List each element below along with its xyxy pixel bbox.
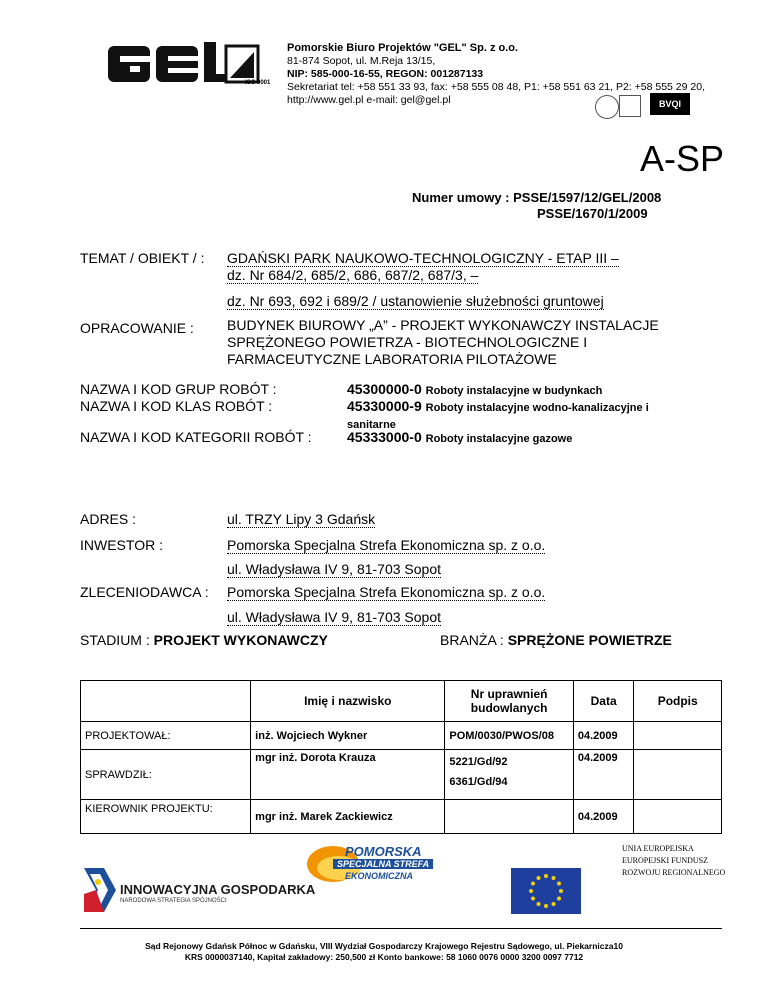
certificate-seal-icon [595,95,619,119]
group-row-grup [80,381,277,398]
zleceniodawca-line1: Pomorska Specjalna Strefa Ekonomiczna sp. z o.o. [227,584,546,600]
company-name: Pomorskie Biuro Projektów "GEL" Sp. z o.o. [287,42,519,54]
contract-line1: Numer umowy : PSSE/1597/12/GEL/2008 [412,190,662,205]
opracowanie-text [227,317,659,368]
eu-star-icon [537,902,541,906]
gel-logo [108,42,263,88]
name-cell: inż. Wojciech Wykner [251,722,445,750]
psse-line3: EKONOMICZNA [345,871,413,881]
opracowanie-label: OPRACOWANIE : [80,320,194,336]
temat-line2: dz. Nr 684/2, 685/2, 686, 687/2, 687/3, – [227,267,479,283]
company-contact: Sekretariat tel: +58 551 33 93, fax: +58 555 08 48, P1: +58 551 63 21, P2: +58 555 29 20, [287,81,705,93]
eu-fund-text [622,843,725,879]
table-header-cell: Data [573,681,634,722]
eu-star-icon [552,902,556,906]
group-desc: Roboty instalacyjne w budynkach [425,385,603,397]
role-cell: PROJEKTOWAŁ: [81,722,251,750]
inwestor-line1: Pomorska Specjalna Strefa Ekonomiczna sp. z o.o. [227,537,546,553]
opracowanie-line2: SPRĘŻONEGO POWIETRZA - BIOTECHNOLOGICZNE I [227,334,588,350]
group-code: 45300000-0 [347,381,422,397]
table-header-cell: Nr uprawnień budowlanych [445,681,573,722]
psse-line1: POMORSKA [345,844,422,859]
psse-logo [305,840,455,890]
company-address: 81-874 Sopot, ul. M.Reja 13/15, [287,55,436,67]
eu-star-icon [531,882,535,886]
innowacyjna-gospodarka-title: INNOWACYJNA GOSPODARKA [120,882,316,897]
company-web: http://www.gel.pl e-mail: gel@gel.pl [287,94,451,106]
zleceniodawca-label: ZLECENIODAWCA : [80,584,209,600]
adres-label: ADRES : [80,511,137,527]
signature-cell [634,800,722,834]
innowacyjna-gospodarka-subtitle: NARODOWA STRATEGIA SPÓJNOŚCI [120,898,227,904]
license-cell [445,750,573,800]
company-nip: NIP: 585-000-16-55, REGON: 001287133 [287,68,484,80]
table-row [81,750,722,800]
table-header-cell [81,681,251,722]
eu-line2: EUROPEJSKI FUNDUSZ [622,856,709,865]
signature-cell [634,750,722,800]
license-line: 5221/Gd/92 [449,756,508,768]
signature-table [80,680,722,834]
document-code: A-SP [640,138,725,179]
adres-value: ul. TRZY Lipy 3 Gdańsk [227,511,376,527]
eu-star-icon [544,874,548,878]
name-cell: mgr inż. Marek Zackiewicz [251,800,445,834]
inwestor-label: INWESTOR : [80,537,163,553]
group-label: NAZWA I KOD KLAS ROBÓT : [80,398,273,414]
certificate-mark-icon [619,95,641,117]
group-code: 45333000-0 [347,429,422,445]
group-label: NAZWA I KOD KATEGORII ROBÓT : [80,429,312,445]
eu-star-icon [531,897,535,901]
temat-line1: GDAŃSKI PARK NAUKOWO-TECHNOLOGICZNY - ETAP III – [227,250,619,266]
opracowanie-line1: BUDYNEK BIUROWY „A” - PROJEKT WYKONAWCZY INSTALACJE [227,317,659,333]
eu-star-icon [544,904,548,908]
branza [440,632,672,648]
stadium-value: PROJEKT WYKONAWCZY [153,632,328,648]
group-row-kategorii [80,429,312,446]
license-cell: POM/0030/PWOS/08 [445,722,573,750]
contract-line2: PSSE/1670/1/2009 [537,206,648,221]
contract-number [412,190,661,222]
iso-label: ISO 9001 [245,80,271,86]
table-header-cell: Imię i nazwisko [251,681,445,722]
eu-star-icon [557,897,561,901]
table-row [81,800,722,834]
inwestor-line2: ul. Władysława IV 9, 81-703 Sopot [227,561,442,577]
license-cell [445,800,573,834]
temat-label: TEMAT / OBIEKT / : [80,250,205,266]
temat-line3: dz. Nr 693, 692 i 689/2 / ustanowienie służebności gruntowej [227,293,604,309]
stadium-label: STADIUM : [80,632,150,648]
group-desc: Roboty instalacyjne gazowe [425,433,573,445]
eu-star-icon [552,876,556,880]
table-header-cell: Podpis [634,681,722,722]
date-cell: 04.2009 [573,722,634,750]
date-cell: 04.2009 [573,800,634,834]
name-cell: mgr inż. Dorota Krauza [251,750,445,800]
opracowanie-line3: FARMACEUTYCZNE LABORATORIA PILOTAŻOWE [227,351,557,367]
company-info [287,42,705,107]
eu-line1: UNIA EUROPEJSKA [622,844,694,853]
group-desc-cont: sanitarne [347,419,396,431]
zleceniodawca-line2: ul. Władysława IV 9, 81-703 Sopot [227,609,442,625]
branza-label: BRANŻA : [440,632,504,648]
eu-star-icon [537,876,541,880]
eu-star-icon [557,882,561,886]
group-label: NAZWA I KOD GRUP ROBÓT : [80,381,277,397]
eu-star-icon [529,889,533,893]
signature-cell [634,722,722,750]
group-row-klas [80,398,272,415]
table-row [81,722,722,750]
bvqi-badge: BVQI [650,93,690,115]
group-code: 45330000-9 [347,398,422,414]
group-value-kategorii [347,429,572,448]
group-desc: Roboty instalacyjne wodno-kanalizacyjne i [425,402,649,414]
footer-line1: Sąd Rejonowy Gdańsk Północ w Gdańsku, VIII Wydział Gospodarczy Krajowego Rejestru Sądowego, ul. Piekarnicza10 [145,941,623,951]
footer-line2: KRS 0000037140, Kapitał zakładowy: 250,500 zł Konto bankowe: 58 1060 0076 0000 3200 0097 7712 [184,952,584,962]
role-cell: SPRAWDZIŁ: [81,750,251,800]
eu-star-icon [559,889,563,893]
psse-line2: SPECJALNA STREFA [333,859,433,869]
license-line: 6361/Gd/94 [449,776,508,788]
date-cell: 04.2009 [573,750,634,800]
footer-divider [80,928,722,929]
innowacyjna-gospodarka-icon [84,868,116,912]
eu-line3: ROZWOJU REGIONALNEGO [622,868,726,877]
stadium [80,632,328,648]
branza-value: SPRĘŻONE POWIETRZE [507,632,672,648]
eu-flag-icon [511,868,581,914]
table-header-row [81,681,722,722]
role-cell: KIEROWNIK PROJEKTU: [81,800,251,834]
